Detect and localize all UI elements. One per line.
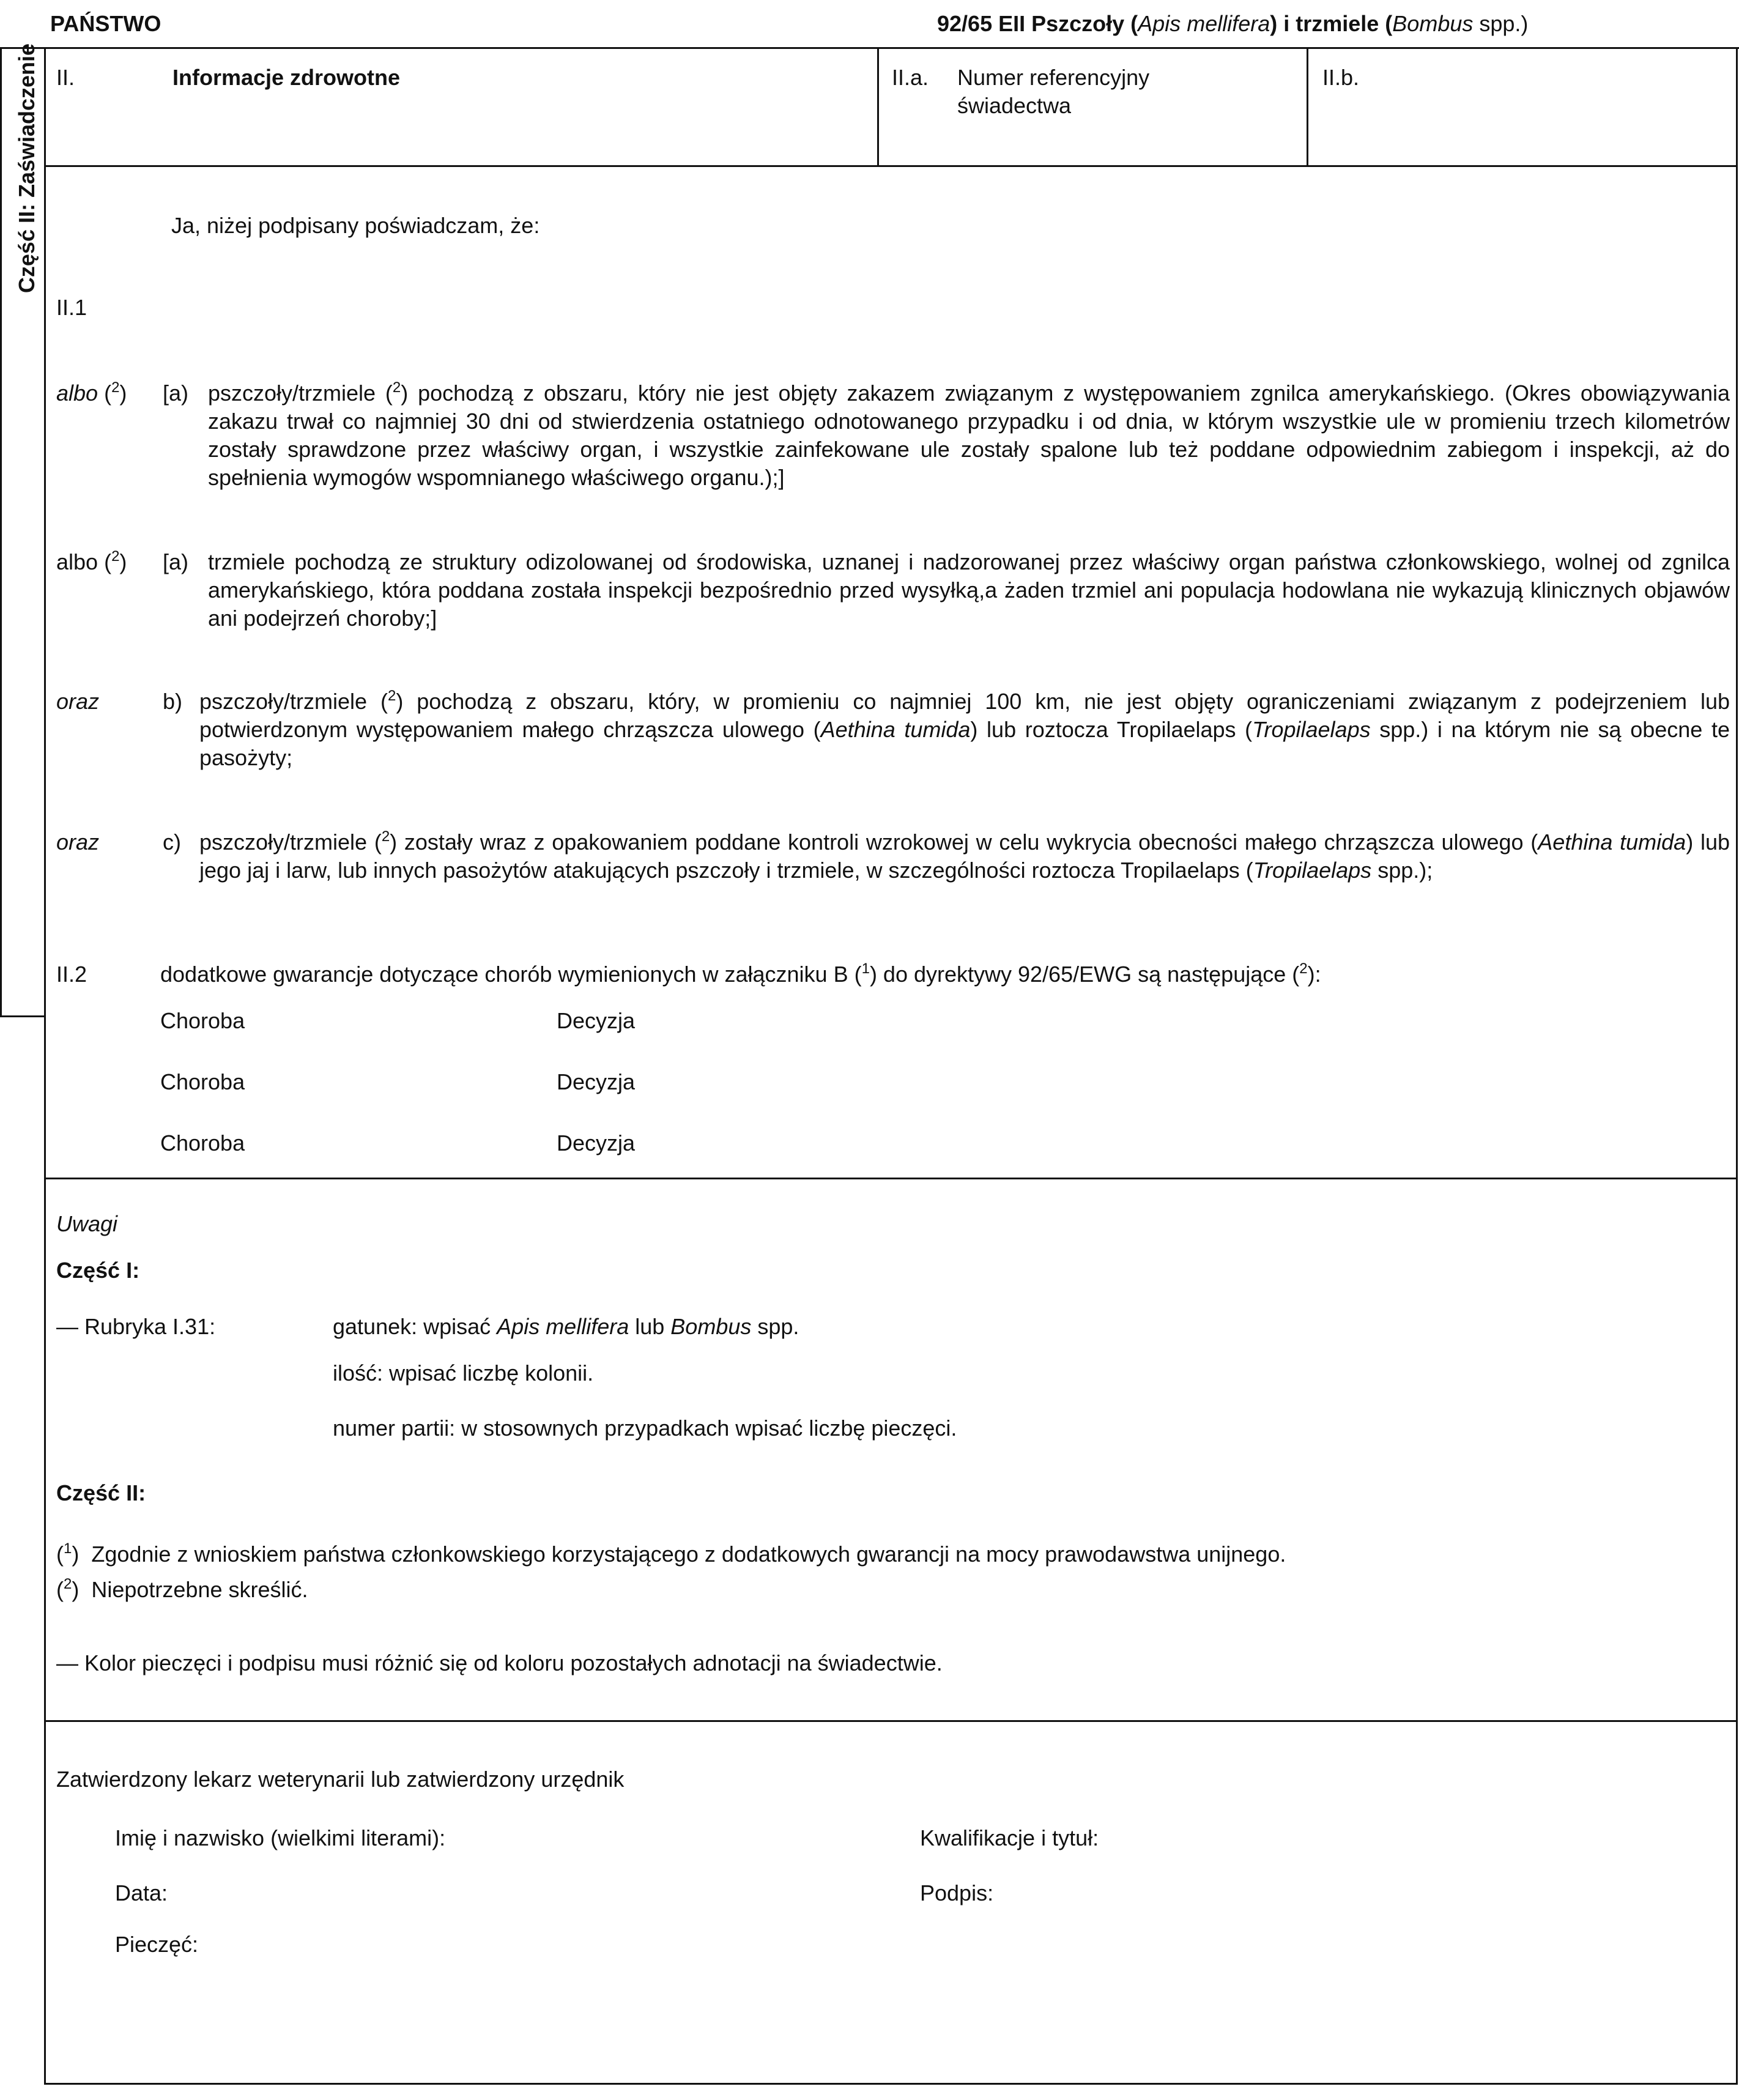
section-row-border xyxy=(44,165,1738,167)
title-prefix: 92/65 EII Pszczoły ( xyxy=(937,11,1138,36)
decision-label: Decyzja xyxy=(557,1069,636,1094)
p3-text-3: ) lub roztocza Tropilaelaps ( xyxy=(970,717,1253,742)
ii2-text-3: ): xyxy=(1307,962,1321,987)
title-apis: Apis mellifera xyxy=(1138,11,1270,36)
iib-label: II.b. xyxy=(1322,65,1360,90)
p1-letter: [a) xyxy=(163,380,189,406)
ii2-text-2: ) do dyrektywy 92/65/EWG są następujące ( xyxy=(869,962,1300,987)
certificate-title xyxy=(937,10,1528,38)
side-bottom-border xyxy=(0,1015,45,1017)
right-border xyxy=(1736,47,1738,2084)
p2-footnote-ref: 2 xyxy=(111,548,120,565)
title-suffix: spp.) xyxy=(1473,11,1529,36)
batch-note: numer partii: w stosownych przypadkach wpisać liczbę pieczęci. xyxy=(333,1415,957,1441)
p3-tropilaelaps: Tropilaelaps xyxy=(1252,717,1371,742)
qualification-field-label: Kwalifikacje i tytuł: xyxy=(920,1825,1099,1850)
footnote-1-text: Zgodnie z wnioskiem państwa członkowskiego korzystającego z dodatkowych gwarancji na mocy prawodawstwa unijnego. xyxy=(91,1542,1286,1567)
top-border xyxy=(0,47,1739,49)
footnote-1-mark: 1 xyxy=(64,1540,72,1557)
country-label: PAŃSTWO xyxy=(50,11,161,36)
p1-text-2: ) pochodzą z obszaru, który nie jest objęty zakazem związanym z występowaniem zgnilca amerykańskiego. (Okres obowiązywania zakazu trwał co najmniej 30 dni od stwierdzenia ostatniego odnotowanego przypadku i od dnia, w którym wszystkie ule w promieniu trzech kilometrów zostały sprawdzone przez właściwy organ, i wszystkie zainfekowane ule zostały spalone lub też poddane odpowiednim zabiegom i inspekcji, aż do spełnienia wymogów wspomnianego właściwego organu.);] xyxy=(208,380,1730,490)
ii2-footnote-ref-1: 1 xyxy=(861,960,870,977)
footnote-2-text: Niepotrzebne skreślić. xyxy=(91,1577,308,1602)
species-bombus: Bombus xyxy=(670,1314,752,1339)
p4-footnote-ref: 2 xyxy=(381,828,390,845)
notes-title: Uwagi xyxy=(56,1211,118,1236)
p3-footnote-ref: 2 xyxy=(387,688,396,704)
ii2-text-1: dodatkowe gwarancje dotyczące chorób wymienionych w załączniku B ( xyxy=(160,962,862,987)
notes-border xyxy=(44,1178,1738,1179)
quantity-note: ilość: wpisać liczbę kolonii. xyxy=(333,1360,594,1386)
notes-part2: Część II: xyxy=(56,1480,146,1505)
p3-text-2: ) pochodzą z obszaru, który, w promieniu co najmniej 100 km, nie jest objęty ograniczeniami związanym z podejrzeniem lub potwierdzonym występowaniem małego chrząszcza ulowego ( xyxy=(199,689,1730,742)
p4-tropilaelaps: Tropilaelaps xyxy=(1253,858,1372,883)
ii1-number: II.1 xyxy=(56,295,87,320)
p3-aethina: Aethina tumida xyxy=(820,717,971,742)
p1-footnote-ref-2: 2 xyxy=(392,379,401,396)
footnote-2: ($^2$) Niepotrzebne skreślić. xyxy=(56,1576,308,1602)
p1-footnote-ref: 2 xyxy=(111,379,120,396)
p3-lead: oraz xyxy=(56,689,100,714)
date-field-label: Data: xyxy=(115,1880,168,1905)
p1-text-1: pszczoły/trzmiele ( xyxy=(208,380,393,406)
section-title: Informacje zdrowotne xyxy=(172,65,401,90)
p2-text: trzmiele pochodzą ze struktury odizolowanej od środowiska, uznanej i nadzorowanej przez właściwy organ państwa członkowskiego, wolnej od zgnilca amerykańskiego, która poddana została inspekcji bezpośrednio przed wysyłką,a żaden trzmiel ani populacja hodowlana nie wykazują klinicznych objawów ani podejrzeń choroby;] xyxy=(208,549,1730,631)
left-border xyxy=(0,47,2,1017)
ref-label-line-2: świadectwa xyxy=(957,93,1072,118)
side-label: Część II: Zaświadczenie xyxy=(14,43,39,294)
p4-text-1: pszczoły/trzmiele ( xyxy=(199,829,382,855)
stamp-field-label: Pieczęć: xyxy=(115,1932,199,1957)
signature-border xyxy=(44,1720,1738,1722)
species-text-3: spp. xyxy=(751,1314,799,1339)
p4-text-4: spp.); xyxy=(1371,858,1433,883)
p1-lead-word: albo xyxy=(56,380,98,406)
ii2-text xyxy=(160,960,1321,989)
disease-label: Choroba xyxy=(160,1008,245,1033)
p3-text xyxy=(199,688,1730,772)
intro-statement: Ja, niżej podpisany poświadczam, że: xyxy=(171,213,540,238)
p1-lead: albo ($^2$) xyxy=(56,379,127,406)
decision-label: Decyzja xyxy=(557,1130,636,1156)
notes-part1: Część I: xyxy=(56,1258,140,1283)
decision-label: Decyzja xyxy=(557,1008,636,1033)
colour-note: — Kolor pieczęci i podpisu musi różnić się od koloru pozostałych adnotacji na świadectwie. xyxy=(56,1650,943,1675)
species-text-1: gatunek: wpisać xyxy=(333,1314,497,1339)
title-bombus: Bombus xyxy=(1392,11,1474,36)
p3-letter: b) xyxy=(163,689,183,714)
bottom-border xyxy=(44,2083,1738,2085)
ref-number-label: II.a. xyxy=(892,65,929,90)
ii2-footnote-ref-2: 2 xyxy=(1299,960,1308,977)
species-apis: Apis mellifera xyxy=(497,1314,629,1339)
p4-letter: c) xyxy=(163,829,181,855)
footnote-2-mark: 2 xyxy=(64,1576,72,1592)
ref-label-line-1: Numer referencyjny xyxy=(957,65,1150,90)
rubric-label: — Rubryka I.31: xyxy=(56,1314,216,1339)
p4-text-3: ) lub jego jaj i larw, lub innych pasożytów atakujących pszczoły i trzmiele, w szczególności roztocza Tropilaelaps ( xyxy=(199,829,1730,883)
p4-aethina: Aethina tumida xyxy=(1538,829,1686,855)
official-label: Zatwierdzony lekarz weterynarii lub zatwierdzony urzędnik xyxy=(56,1767,625,1792)
species-text-2: lub xyxy=(629,1314,671,1339)
ref-label xyxy=(957,64,1149,120)
ref-divider xyxy=(877,47,879,166)
section-number: II. xyxy=(56,65,75,90)
p4-text-2: ) zostały wraz z opakowaniem poddane kontroli wzrokowej w celu wykrycia obecności małego chrząszcza ulowego ( xyxy=(390,829,1538,855)
p4-lead: oraz xyxy=(56,829,100,855)
iib-divider xyxy=(1307,47,1308,166)
p2-lead-word: albo xyxy=(56,549,98,574)
p3-text-4: spp.) i na którym nie są obecne te pasożyty; xyxy=(199,717,1730,770)
disease-label: Choroba xyxy=(160,1130,245,1156)
p4-text xyxy=(199,828,1730,885)
signature-field-label: Podpis: xyxy=(920,1880,994,1905)
p3-text-1: pszczoły/trzmiele ( xyxy=(199,689,388,714)
p2-lead: albo ($^2$) xyxy=(56,548,127,574)
p2-letter: [a) xyxy=(163,549,189,574)
footnote-1: ($^1$) Zgodnie z wnioskiem państwa członkowskiego korzystającego z dodatkowych gwarancji na mocy prawodawstwa unijnego. xyxy=(56,1540,1286,1567)
species-note xyxy=(333,1313,799,1341)
ii2-number: II.2 xyxy=(56,962,87,987)
p1-text xyxy=(208,379,1730,492)
disease-label: Choroba xyxy=(160,1069,245,1094)
name-field-label: Imię i nazwisko (wielkimi literami): xyxy=(115,1825,446,1850)
title-mid: ) i trzmiele ( xyxy=(1270,11,1393,36)
